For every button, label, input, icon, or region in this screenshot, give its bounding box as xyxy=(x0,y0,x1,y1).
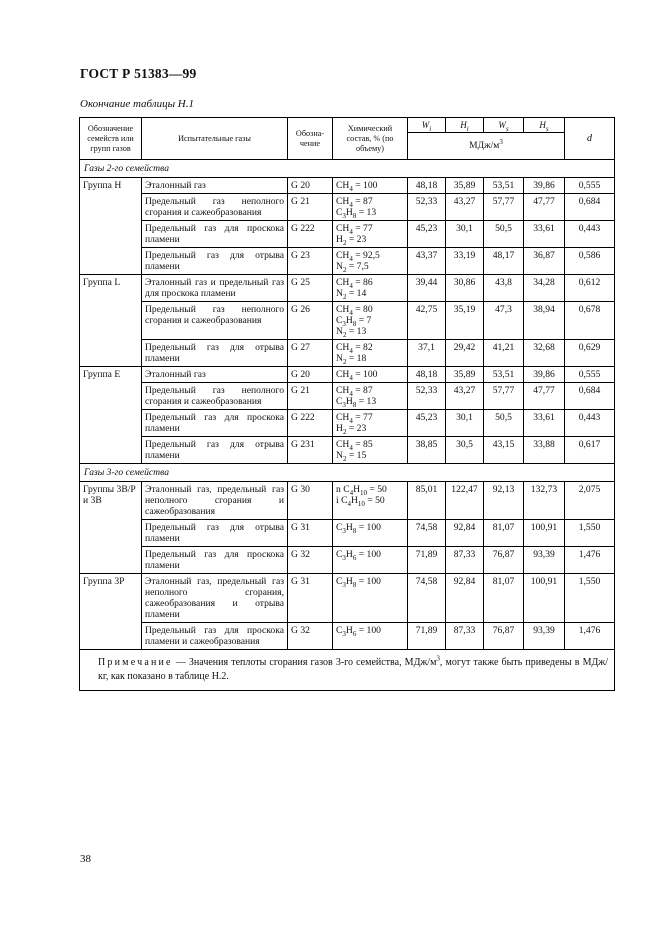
table-row xyxy=(80,410,615,437)
group-name: Группа Е xyxy=(80,367,142,464)
value-d: 2,075 xyxy=(565,482,615,520)
formula-value: = 80 xyxy=(352,304,373,315)
value-hi: 30,1 xyxy=(446,221,484,248)
formula-subscript: 4 xyxy=(349,308,353,317)
formula-part: H xyxy=(345,315,353,326)
formula-part: CH xyxy=(336,277,350,288)
value-wi: 37,1 xyxy=(408,340,446,367)
formula-value: = 50 xyxy=(364,495,385,506)
value-ws: 57,77 xyxy=(484,194,524,221)
table-row xyxy=(80,248,615,275)
gas-designation: G 32 xyxy=(288,547,333,574)
formula-value: = 92,5 xyxy=(352,250,380,261)
value-wi: 71,89 xyxy=(408,547,446,574)
group-name: Группа 3Р xyxy=(80,574,142,650)
formula-part: CH xyxy=(336,250,350,261)
gas-description: Эталонный газ и предельный газ для проскока пламени xyxy=(142,275,288,302)
value-ws: 50,5 xyxy=(484,410,524,437)
gas-description: Эталонный газ, предельный газ неполного сгорания и сажеобразования xyxy=(142,482,288,520)
formula-value: = 15 xyxy=(346,450,367,461)
composition-line xyxy=(336,549,404,560)
formula-subscript: 3 xyxy=(342,211,346,220)
formula-subscript: 2 xyxy=(342,238,347,247)
col-header-family: Обозначение семейств или групп газов xyxy=(80,118,142,160)
value-hi: 87,33 xyxy=(446,623,484,650)
formula-subscript: 4 xyxy=(349,184,353,193)
chemical-composition xyxy=(333,410,408,437)
formula-subscript: 4 xyxy=(349,373,353,382)
value-hi: 30,5 xyxy=(446,437,484,464)
formula-subscript: 4 xyxy=(349,254,353,263)
composition-line xyxy=(336,484,404,495)
gas-designation: G 31 xyxy=(288,574,333,623)
col-header-d: d xyxy=(565,118,615,160)
col-header-designation: Обозна-чение xyxy=(288,118,333,160)
col-header-gases: Испытательные газы xyxy=(142,118,288,160)
value-d: 0,555 xyxy=(565,367,615,383)
value-wi: 43,37 xyxy=(408,248,446,275)
value-wi: 48,18 xyxy=(408,367,446,383)
formula-part: H xyxy=(345,576,353,587)
section-row xyxy=(80,160,615,178)
formula-subscript: 8 xyxy=(352,526,357,535)
formula-part: N xyxy=(336,288,343,299)
gas-designation: G 25 xyxy=(288,275,333,302)
col-header-ws: $W_s$ xyxy=(484,118,524,133)
formula-subscript: 4 xyxy=(349,227,353,236)
value-wi: 45,23 xyxy=(408,410,446,437)
chemical-composition xyxy=(333,194,408,221)
formula-subscript: 3 xyxy=(342,580,346,589)
composition-line xyxy=(336,234,404,245)
formula-part: C xyxy=(336,522,343,533)
formula-part: H xyxy=(336,234,343,245)
formula-part: N xyxy=(336,261,343,272)
table-row xyxy=(80,367,615,383)
formula-subscript: 4 xyxy=(349,416,353,425)
formula-subscript: 6 xyxy=(352,553,357,562)
section-title: Газы 3-го семейства xyxy=(80,464,615,482)
formula-value: = 100 xyxy=(356,625,381,636)
composition-line xyxy=(336,342,404,353)
formula-part: CH xyxy=(336,180,350,191)
value-d: 0,629 xyxy=(565,340,615,367)
value-hi: 87,33 xyxy=(446,547,484,574)
col-header-composition: Химический состав, % (по объему) xyxy=(333,118,408,160)
composition-line xyxy=(336,304,404,315)
value-hs: 33,61 xyxy=(524,221,565,248)
composition-line xyxy=(336,315,404,326)
formula-value: = 86 xyxy=(352,277,373,288)
value-d: 0,555 xyxy=(565,178,615,194)
value-ws: 76,87 xyxy=(484,547,524,574)
note-label: Примечание xyxy=(98,657,173,668)
gas-designation: G 30 xyxy=(288,482,333,520)
formula-subscript: 3 xyxy=(342,553,346,562)
gas-designation: G 20 xyxy=(288,178,333,194)
value-hs: 39,86 xyxy=(524,178,565,194)
chemical-composition xyxy=(333,623,408,650)
formula-part: H xyxy=(350,495,358,506)
formula-subscript: 10 xyxy=(357,499,365,508)
chemical-composition xyxy=(333,302,408,340)
formula-part: H xyxy=(345,625,353,636)
value-hs: 47,77 xyxy=(524,383,565,410)
value-d: 1,550 xyxy=(565,574,615,623)
gas-designation: G 21 xyxy=(288,383,333,410)
formula-part: N xyxy=(336,326,343,337)
standard-designation: ГОСТ Р 51383—99 xyxy=(80,66,197,81)
formula-part: CH xyxy=(336,369,350,380)
table-row xyxy=(80,482,615,520)
formula-subscript: 4 xyxy=(349,281,353,290)
value-ws: 47,3 xyxy=(484,302,524,340)
formula-part: C xyxy=(336,207,343,218)
formula-part: H xyxy=(345,549,353,560)
group-name: Группа Н xyxy=(80,178,142,275)
value-wi: 52,33 xyxy=(408,194,446,221)
composition-line xyxy=(336,495,404,506)
table-row xyxy=(80,194,615,221)
value-hs: 39,86 xyxy=(524,367,565,383)
formula-value: = 100 xyxy=(356,522,381,533)
formula-subscript: 2 xyxy=(342,427,347,436)
gas-description: Предельный газ для отрыва пламени xyxy=(142,340,288,367)
value-hi: 92,84 xyxy=(446,520,484,547)
value-hi: 30,1 xyxy=(446,410,484,437)
gas-description: Предельный газ неполного сгорания и сажеобразования xyxy=(142,383,288,410)
table-row xyxy=(80,275,615,302)
formula-value: = 7 xyxy=(356,315,372,326)
value-wi: 45,23 xyxy=(408,221,446,248)
composition-line xyxy=(336,439,404,450)
formula-subscript: 3 xyxy=(342,526,346,535)
formula-subscript: 4 xyxy=(349,488,354,497)
formula-part: C xyxy=(336,576,343,587)
value-ws: 43,15 xyxy=(484,437,524,464)
value-ws: 81,07 xyxy=(484,574,524,623)
chemical-composition xyxy=(333,574,408,623)
chemical-composition xyxy=(333,383,408,410)
formula-subscript: 3 xyxy=(342,400,346,409)
value-ws: 48,17 xyxy=(484,248,524,275)
gas-description: Эталонный газ, предельный газ неполного сгорания, сажеобразования и отрыва пламени xyxy=(142,574,288,623)
formula-part: H xyxy=(353,484,361,495)
formula-subscript: 4 xyxy=(349,389,353,398)
formula-value: = 77 xyxy=(352,223,373,234)
value-hi: 29,42 xyxy=(446,340,484,367)
gas-description: Эталонный газ xyxy=(142,178,288,194)
formula-value: = 85 xyxy=(352,439,373,450)
page-number: 38 xyxy=(80,853,91,865)
chemical-composition xyxy=(333,437,408,464)
value-hs: 33,61 xyxy=(524,410,565,437)
formula-value: = 82 xyxy=(352,342,373,353)
value-wi: 74,58 xyxy=(408,520,446,547)
table-row xyxy=(80,623,615,650)
formula-part: n C xyxy=(336,484,350,495)
formula-value: = 13 xyxy=(346,326,367,337)
gas-description: Предельный газ для отрыва пламени xyxy=(142,520,288,547)
chemical-composition xyxy=(333,340,408,367)
value-ws: 43,8 xyxy=(484,275,524,302)
formula-subscript: 8 xyxy=(352,400,357,409)
formula-subscript: 3 xyxy=(342,319,346,328)
value-wi: 38,85 xyxy=(408,437,446,464)
value-ws: 41,21 xyxy=(484,340,524,367)
gas-designation: G 21 xyxy=(288,194,333,221)
formula-subscript: 8 xyxy=(352,580,357,589)
gas-designation: G 31 xyxy=(288,520,333,547)
formula-part: H xyxy=(345,522,353,533)
formula-subscript: 2 xyxy=(342,330,347,339)
col-header-wi: $W_i$ xyxy=(408,118,446,133)
table-row xyxy=(80,520,615,547)
formula-part: CH xyxy=(336,439,350,450)
formula-subscript: 4 xyxy=(347,499,351,508)
section-row xyxy=(80,464,615,482)
formula-value: = 18 xyxy=(346,353,367,364)
value-ws: 57,77 xyxy=(484,383,524,410)
value-hi: 30,86 xyxy=(446,275,484,302)
formula-value: = 77 xyxy=(352,412,373,423)
value-wi: 39,44 xyxy=(408,275,446,302)
formula-subscript: 2 xyxy=(342,357,347,366)
value-hs: 47,77 xyxy=(524,194,565,221)
value-hs: 32,68 xyxy=(524,340,565,367)
gas-description: Предельный газ для проскока пламени и сажеобразования xyxy=(142,623,288,650)
value-d: 0,678 xyxy=(565,302,615,340)
formula-part: C xyxy=(336,315,343,326)
group-name: Группа L xyxy=(80,275,142,367)
section-title: Газы 2-го семейства xyxy=(80,160,615,178)
composition-line xyxy=(336,385,404,396)
group-name: Группы 3В/Р и 3В xyxy=(80,482,142,574)
formula-part: N xyxy=(336,450,343,461)
value-d: 1,476 xyxy=(565,547,615,574)
value-wi: 48,18 xyxy=(408,178,446,194)
gas-designation: G 222 xyxy=(288,410,333,437)
gas-table xyxy=(79,117,615,691)
note-row xyxy=(80,650,615,691)
composition-line xyxy=(336,576,404,587)
table-row xyxy=(80,178,615,194)
value-hi: 43,27 xyxy=(446,194,484,221)
formula-part: CH xyxy=(336,304,350,315)
table-row xyxy=(80,547,615,574)
col-header-hi: $H_i$ xyxy=(446,118,484,133)
formula-value: = 87 xyxy=(352,385,373,396)
value-hs: 38,94 xyxy=(524,302,565,340)
formula-subscript: 4 xyxy=(349,443,353,452)
formula-value: = 87 xyxy=(352,196,373,207)
value-hs: 93,39 xyxy=(524,547,565,574)
gas-description: Предельный газ для проскока пламени xyxy=(142,410,288,437)
value-d: 0,443 xyxy=(565,410,615,437)
formula-part: N xyxy=(336,353,343,364)
value-wi: 42,75 xyxy=(408,302,446,340)
gas-designation: G 27 xyxy=(288,340,333,367)
value-hs: 33,88 xyxy=(524,437,565,464)
formula-subscript: 8 xyxy=(352,211,357,220)
gas-description: Эталонный газ xyxy=(142,367,288,383)
value-d: 1,550 xyxy=(565,520,615,547)
gas-description: Предельный газ для проскока пламени xyxy=(142,221,288,248)
value-d: 0,586 xyxy=(565,248,615,275)
table-caption: Окончание таблицы Н.1 xyxy=(80,98,194,110)
value-hi: 35,19 xyxy=(446,302,484,340)
value-d: 0,443 xyxy=(565,221,615,248)
chemical-composition xyxy=(333,275,408,302)
table-row xyxy=(80,383,615,410)
gas-description: Предельный газ неполного сгорания и сажеобразования xyxy=(142,302,288,340)
gas-description: Предельный газ для проскока пламени xyxy=(142,547,288,574)
composition-line xyxy=(336,223,404,234)
chemical-composition xyxy=(333,482,408,520)
note-superscript: 3 xyxy=(436,654,440,663)
composition-line xyxy=(336,450,404,461)
composition-line xyxy=(336,261,404,272)
formula-value: = 50 xyxy=(367,484,387,495)
composition-line xyxy=(336,625,404,636)
formula-subscript: 10 xyxy=(360,488,368,497)
value-hi: 33,19 xyxy=(446,248,484,275)
formula-value: = 100 xyxy=(352,369,378,380)
formula-value: = 14 xyxy=(346,288,367,299)
value-wi: 85,01 xyxy=(408,482,446,520)
note-text: — Значения теплоты сгорания газов 3-го семейства, МДж/м xyxy=(172,657,437,668)
table-row xyxy=(80,340,615,367)
gas-designation: G 20 xyxy=(288,367,333,383)
value-hs: 93,39 xyxy=(524,623,565,650)
formula-value: = 23 xyxy=(346,423,367,434)
formula-subscript: 4 xyxy=(349,346,353,355)
chemical-composition xyxy=(333,221,408,248)
value-wi: 74,58 xyxy=(408,574,446,623)
composition-line xyxy=(336,326,404,337)
formula-part: CH xyxy=(336,412,350,423)
value-hs: 34,28 xyxy=(524,275,565,302)
gas-description: Предельный газ для отрыва пламени xyxy=(142,248,288,275)
table-note xyxy=(80,650,615,691)
col-header-hs: $H_s$ xyxy=(524,118,565,133)
value-d: 0,617 xyxy=(565,437,615,464)
value-ws: 50,5 xyxy=(484,221,524,248)
value-hs: 132,73 xyxy=(524,482,565,520)
composition-line xyxy=(336,180,404,191)
value-d: 0,612 xyxy=(565,275,615,302)
value-hi: 35,89 xyxy=(446,367,484,383)
formula-subscript: 6 xyxy=(352,629,357,638)
value-hi: 43,27 xyxy=(446,383,484,410)
value-hs: 100,91 xyxy=(524,574,565,623)
formula-part: CH xyxy=(336,223,350,234)
value-d: 0,684 xyxy=(565,383,615,410)
value-d: 0,684 xyxy=(565,194,615,221)
formula-subscript: 8 xyxy=(352,319,357,328)
composition-line xyxy=(336,288,404,299)
chemical-composition xyxy=(333,520,408,547)
chemical-composition xyxy=(333,367,408,383)
value-d: 1,476 xyxy=(565,623,615,650)
gas-designation: G 231 xyxy=(288,437,333,464)
formula-part: H xyxy=(345,207,353,218)
formula-part: C xyxy=(336,625,343,636)
formula-value: = 100 xyxy=(352,180,378,191)
value-hi: 122,47 xyxy=(446,482,484,520)
gas-description: Предельный газ неполного сгорания и сажеобразования xyxy=(142,194,288,221)
gas-designation: G 222 xyxy=(288,221,333,248)
formula-part: CH xyxy=(336,196,350,207)
col-header-unit: МДж/$м^3$ xyxy=(408,133,565,160)
chemical-composition xyxy=(333,178,408,194)
formula-part: i C xyxy=(336,495,348,506)
formula-subscript: 4 xyxy=(349,200,353,209)
value-ws: 92,13 xyxy=(484,482,524,520)
value-ws: 76,87 xyxy=(484,623,524,650)
composition-line xyxy=(336,353,404,364)
formula-value: = 100 xyxy=(356,549,381,560)
composition-line xyxy=(336,396,404,407)
composition-line xyxy=(336,207,404,218)
formula-part: C xyxy=(336,396,343,407)
gas-designation: G 32 xyxy=(288,623,333,650)
value-hi: 92,84 xyxy=(446,574,484,623)
formula-subscript: 2 xyxy=(342,265,347,274)
formula-value: = 7,5 xyxy=(346,261,369,272)
chemical-composition xyxy=(333,547,408,574)
gas-description: Предельный газ для отрыва пламени xyxy=(142,437,288,464)
formula-part: H xyxy=(345,396,353,407)
table-row xyxy=(80,574,615,623)
chemical-composition xyxy=(333,248,408,275)
value-hs: 36,87 xyxy=(524,248,565,275)
composition-line xyxy=(336,522,404,533)
formula-subscript: 2 xyxy=(342,454,347,463)
value-ws: 53,51 xyxy=(484,367,524,383)
composition-line xyxy=(336,412,404,423)
value-hi: 35,89 xyxy=(446,178,484,194)
formula-value: = 13 xyxy=(356,396,377,407)
composition-line xyxy=(336,196,404,207)
composition-line xyxy=(336,369,404,380)
formula-part: CH xyxy=(336,342,350,353)
formula-value: = 23 xyxy=(346,234,367,245)
formula-part: CH xyxy=(336,385,350,396)
composition-line xyxy=(336,250,404,261)
table-row xyxy=(80,437,615,464)
table-row xyxy=(80,302,615,340)
value-ws: 81,07 xyxy=(484,520,524,547)
table-row xyxy=(80,221,615,248)
value-ws: 53,51 xyxy=(484,178,524,194)
note-text-end: , могут также быть приведены в МДж/кг, как показано в таблице Н.2. xyxy=(98,657,608,682)
formula-value: = 13 xyxy=(356,207,377,218)
composition-line xyxy=(336,277,404,288)
formula-part: C xyxy=(336,549,343,560)
value-hs: 100,91 xyxy=(524,520,565,547)
gas-designation: G 26 xyxy=(288,302,333,340)
gas-designation: G 23 xyxy=(288,248,333,275)
formula-value: = 100 xyxy=(356,576,381,587)
formula-part: H xyxy=(336,423,343,434)
formula-subscript: 2 xyxy=(342,292,347,301)
value-wi: 52,33 xyxy=(408,383,446,410)
value-wi: 71,89 xyxy=(408,623,446,650)
composition-line xyxy=(336,423,404,434)
formula-subscript: 3 xyxy=(342,629,346,638)
